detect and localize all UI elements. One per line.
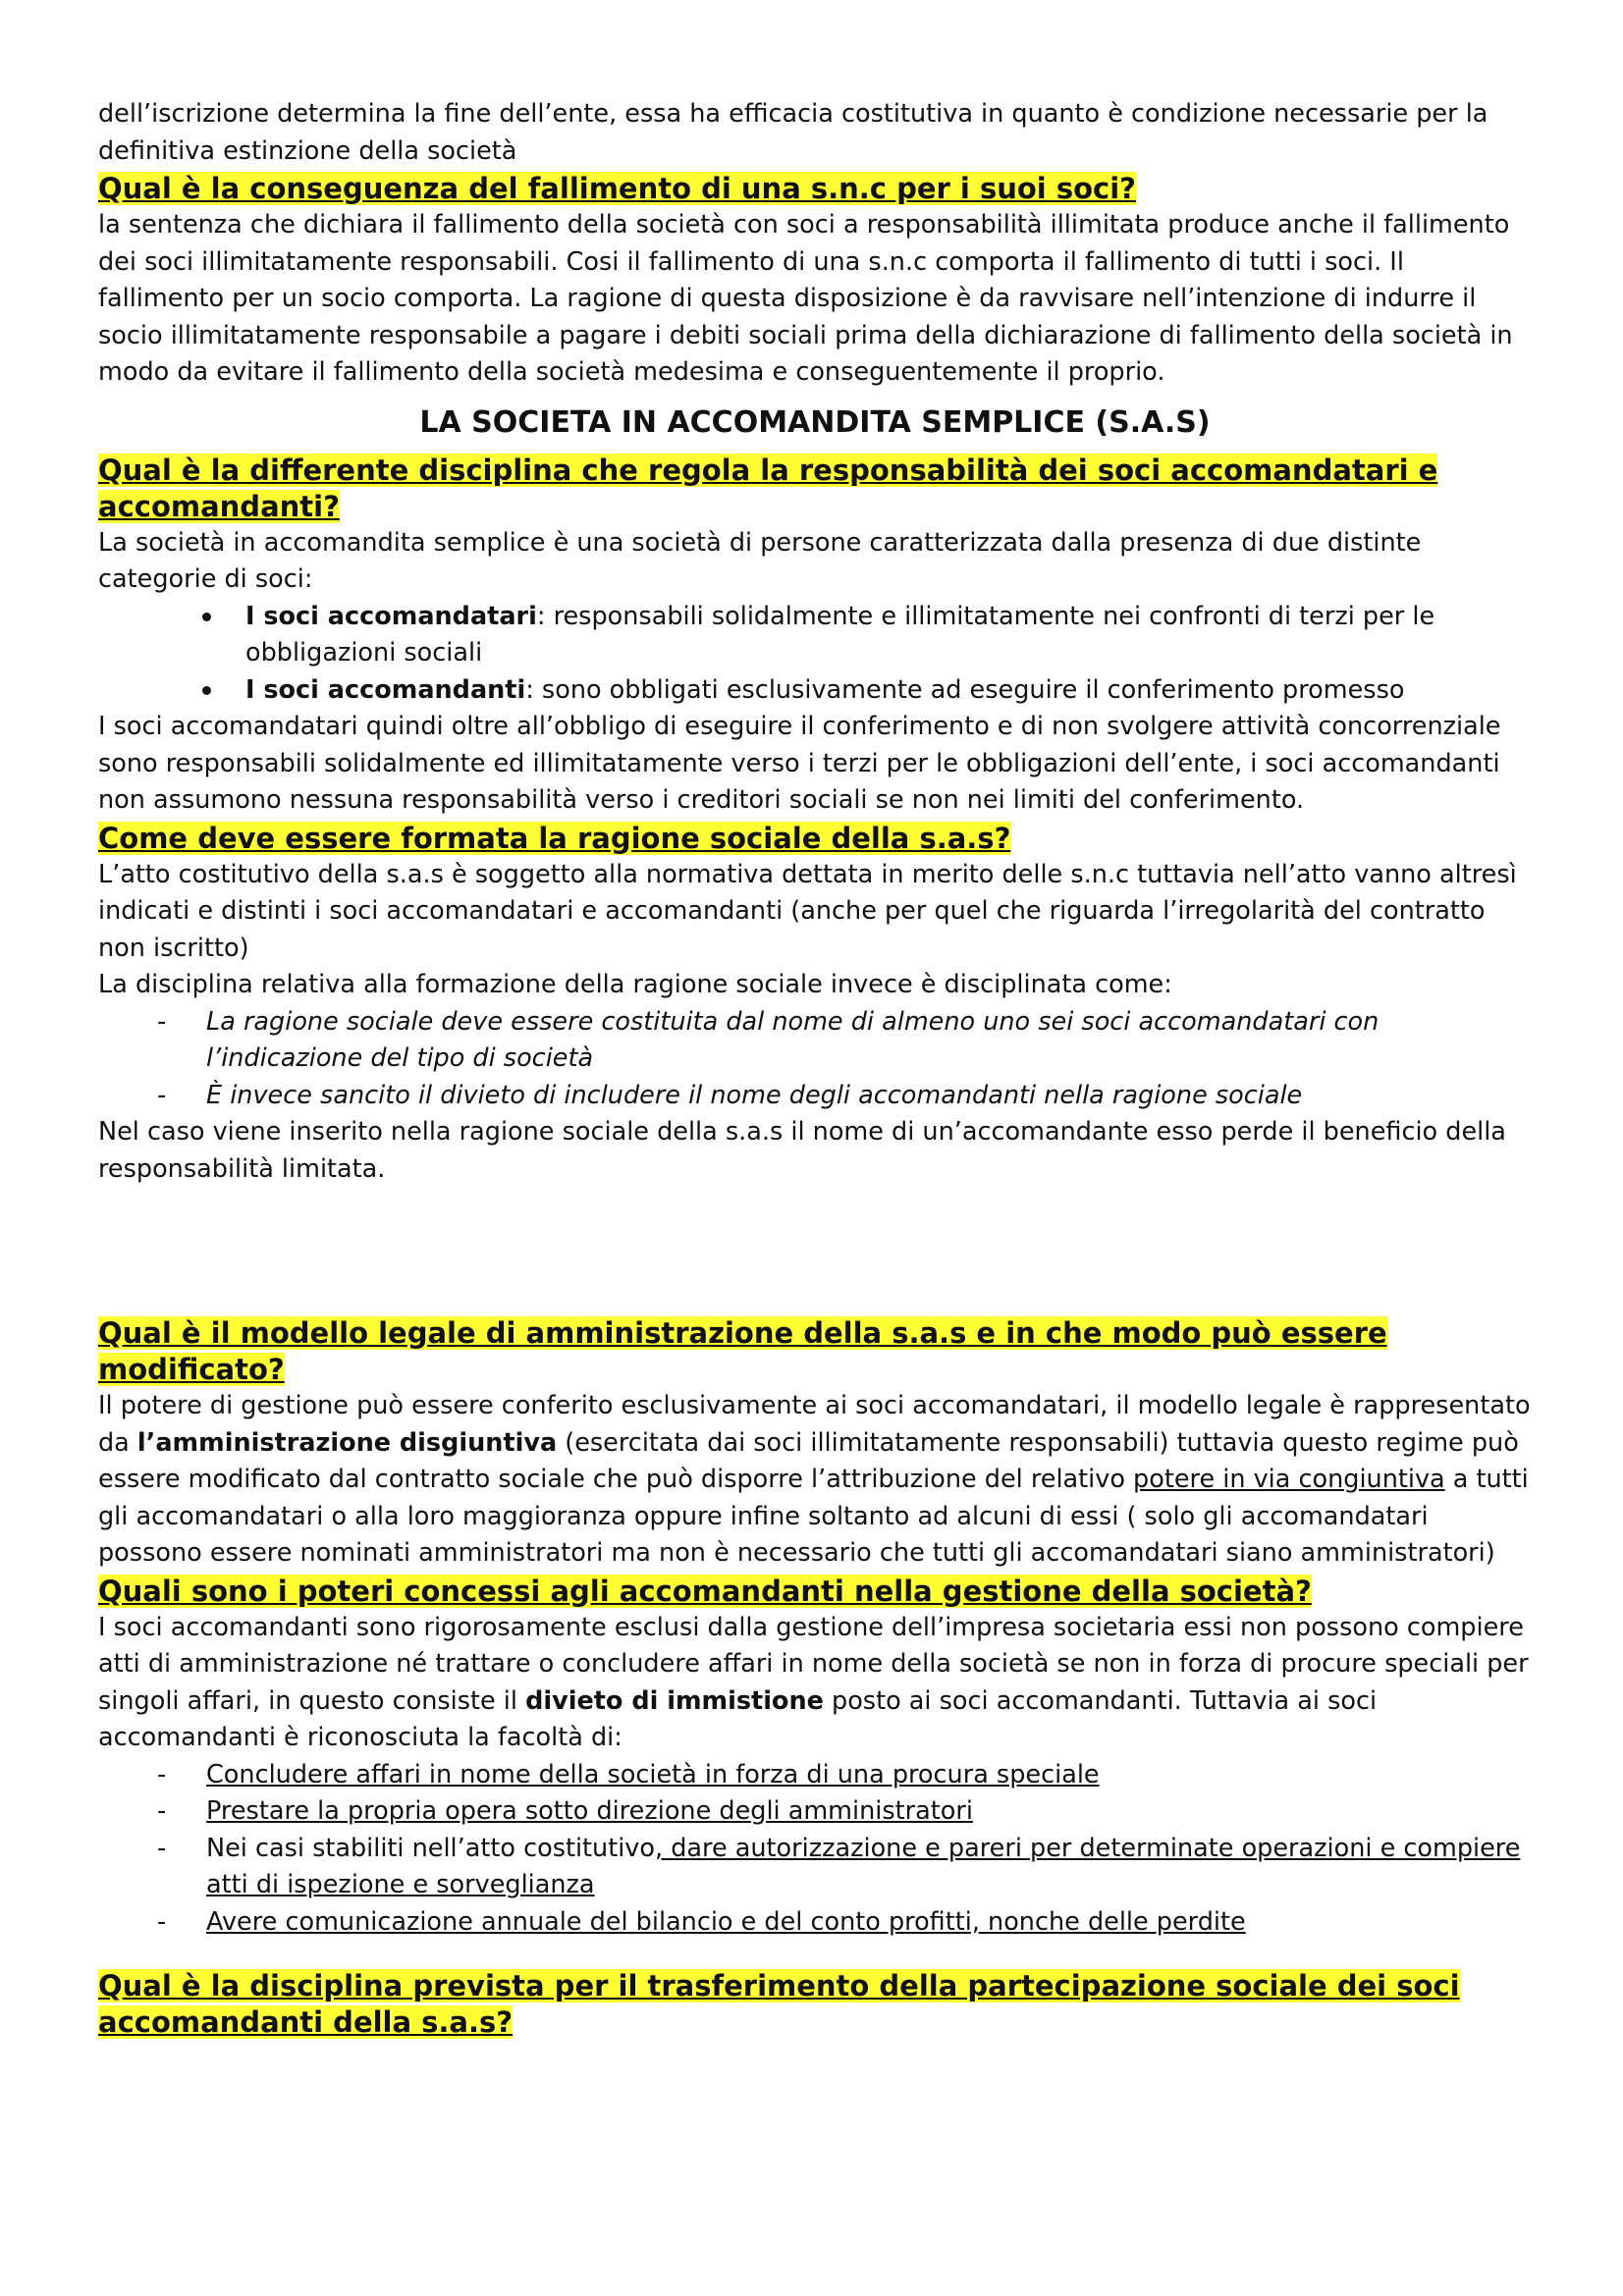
blank-space xyxy=(98,1188,1532,1315)
paragraph-sas-intro: La società in accomandita semplice è una società di persone caratterizzata dalla presenza di due distinte categorie di soci: xyxy=(98,527,1422,594)
question-fallimento-snc: Qual è la conseguenza del fallimento di una s.n.c per i suoi soci? xyxy=(98,172,1136,205)
soci-bullet-list xyxy=(98,599,1532,710)
question-ragione-sociale: Come deve essere formata la ragione sociale della s.a.s? xyxy=(98,821,1011,855)
paragraph-immistione: I soci accomandanti sono rigorosamente esclusi dalla gestione dell’impresa societaria essi non possono compiere atti di amministrazione né trattare o concludere affari in nome della società se non in forza di procure speciali per singoli affari, in questo consiste il divieto di immistione posto ai soci accomandanti. Tuttavia ai soci accomandanti è riconosciuta la facoltà di: xyxy=(98,1612,1529,1752)
question-amministrazione: Qual è il modello legale di amministrazione della s.a.s e in che modo può essere modificato? xyxy=(98,1316,1387,1386)
list-item: - Prestare la propria opera sotto direzione degli amministratori xyxy=(98,1793,1532,1831)
paragraph-amministrazione: Il potere di gestione può essere conferito esclusivamente ai soci accomandatari, il modello legale è rappresentato da l’amministrazione disgiuntiva (esercitata dai soci illimitatamente responsabili) tuttavia questo regime può essere modificato dal contratto sociale che può disporre l’attribuzione del relativo potere in via congiuntiva a tutti gli accomandatari o alla loro maggioranza oppure infine soltanto ad alcuni di essi ( solo gli accomandatari possono essere nominati amministratori ma non è necessario che tutti gli accomandatari siano amministratori) xyxy=(98,1391,1531,1568)
section-title: LA SOCIETA IN ACCOMANDITA SEMPLICE (S.A.S) xyxy=(419,404,1211,440)
paragraph-accomandatari: I soci accomandatari quindi oltre all’obbligo di eseguire il conferimento e di non svolgere attività concorrenziale sono responsabili solidalmente ed illimitatamente verso i terzi per le obbligazioni dell’ente, i soci accomandanti non assumono nessuna responsabilità verso i creditori sociali se non nei limiti del conferimento. xyxy=(98,712,1501,815)
question-poteri-accomandanti: Quali sono i poteri concessi agli accomandanti nella gestione della società? xyxy=(98,1574,1312,1608)
paragraph-extinction: dell’iscrizione determina la fine dell’ente, essa ha efficacia costitutiva in quanto è condizione necessarie per la definitiva estinzione della società xyxy=(98,99,1488,166)
paragraph-accomandante-nome: Nel caso viene inserito nella ragione sociale della s.a.s il nome di un’accomandante esso perde il beneficio della responsabilità limitata. xyxy=(98,1117,1506,1184)
ragione-sociale-list xyxy=(98,1004,1532,1115)
paragraph-disciplina: La disciplina relativa alla formazione della ragione sociale invece è disciplinata come: xyxy=(98,970,1172,999)
question-trasferimento: Qual è la disciplina prevista per il trasferimento della partecipazione sociale dei soci accomandanti della s.a.s? xyxy=(98,1969,1460,2039)
list-item: - È invece sancito il divieto di includere il nome degli accomandanti nella ragione sociale xyxy=(98,1078,1532,1115)
list-item: - Nei casi stabiliti nell’atto costitutivo, dare autorizzazione e pareri per determinate operazioni e compiere atti di ispezione e sorveglianza xyxy=(98,1831,1532,1904)
paragraph-atto-costitutivo: L’atto costitutivo della s.a.s è soggetto alla normativa dettata in merito delle s.n.c tuttavia nell’atto vanno altresì indicati e distinti i soci accomandatari e accomandanti (anche per quel che riguarda l’irregolarità del contratto non iscritto) xyxy=(98,859,1517,963)
document-page xyxy=(98,96,1532,2041)
question-responsabilita: Qual è la differente disciplina che regola la responsabilità dei soci accomandatari e accomandanti? xyxy=(98,453,1438,523)
list-item: - La ragione sociale deve essere costituita dal nome di almeno uno sei soci accomandatari con l’indicazione del tipo di società xyxy=(98,1004,1532,1078)
list-item: I soci accomandatari: responsabili solidalmente e illimitatamente nei confronti di terzi per le obbligazioni sociali xyxy=(98,599,1532,672)
list-item: - Concludere affari in nome della società in forza di una procura speciale xyxy=(98,1757,1532,1794)
list-item: - Avere comunicazione annuale del bilancio e del conto profitti, nonche delle perdite xyxy=(98,1904,1532,1942)
paragraph-fallimento: la sentenza che dichiara il fallimento della società con soci a responsabilità illimitata produce anche il fallimento dei soci illimitatamente responsabili. Cosi il fallimento di una s.n.c comporta il fallimento di tutti i soci. Il fallimento per un socio comporta. La ragione di questa disposizione è da ravvisare nell’intenzione di indurre il socio illimitatamente responsabile a pagare i debiti sociali prima della dichiarazione di fallimento della società in modo da evitare il fallimento della società medesima e conseguentemente il proprio. xyxy=(98,210,1513,387)
list-item: I soci accomandanti: sono obbligati esclusivamente ad eseguire il conferimento promesso xyxy=(98,672,1532,710)
facolta-list xyxy=(98,1757,1532,1942)
blank-space xyxy=(98,1941,1532,1968)
